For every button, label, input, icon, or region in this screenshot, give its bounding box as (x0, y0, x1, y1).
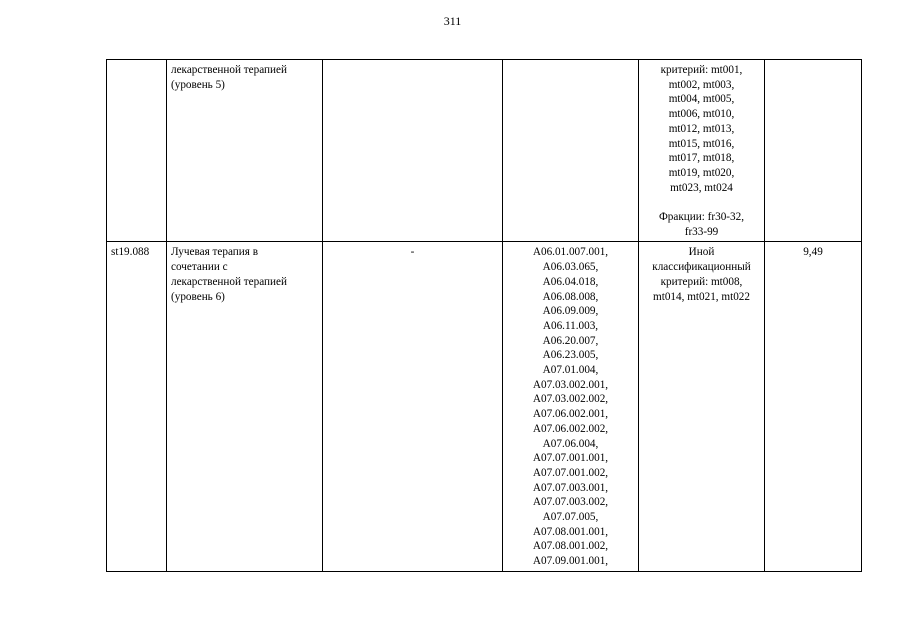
service-code: A07.08.001.002, (532, 540, 609, 553)
criteria-line: mt019, mt020, (668, 166, 735, 179)
fractions-line: Фракции: fr30-32, (658, 211, 745, 224)
service-code: A07.08.001.001, (532, 525, 609, 538)
page-number: 311 (443, 14, 462, 28)
service-code: A07.07.001.001, (532, 452, 609, 465)
name-line: (уровень 6) (171, 290, 225, 303)
cell-code (107, 60, 167, 242)
service-code: A07.09.001.001, (532, 555, 609, 568)
criteria-line: классификационный (652, 261, 751, 274)
name-line: сочетании с (171, 261, 228, 274)
cell-coefficient: 9,49 (765, 242, 862, 571)
service-code: A07.07.003.002, (532, 496, 609, 509)
cell-code: st19.088 (107, 242, 167, 571)
service-code: A07.06.004, (542, 437, 599, 450)
criteria-line: Иной (688, 246, 715, 259)
criteria-line: критерий: mt008, (660, 275, 743, 288)
service-code: A06.04.018, (542, 275, 599, 288)
criteria-line: mt017, mt018, (668, 152, 735, 165)
criteria-line: mt014, mt021, mt022 (653, 290, 750, 303)
table-row (107, 60, 862, 242)
service-code: A07.06.002.002, (532, 422, 609, 435)
table-row (107, 242, 862, 571)
service-code: A06.01.007.001, (532, 246, 609, 259)
cell-services (503, 242, 639, 571)
name-line: Лучевая терапия в (171, 246, 259, 259)
name-line: лекарственной терапией (171, 64, 287, 76)
name-line: (уровень 5) (171, 78, 225, 91)
service-code: A07.07.003.001, (532, 481, 609, 494)
service-code: A07.06.002.001, (532, 408, 609, 421)
service-code: A06.23.005, (542, 349, 599, 362)
tariff-table (106, 59, 862, 572)
criteria-line: критерий: mt001, (660, 64, 743, 76)
service-code: A07.07.001.002, (532, 466, 609, 479)
cell-coefficient (765, 60, 862, 242)
name-line: лекарственной терапией (171, 275, 287, 288)
service-code: A06.03.065, (542, 261, 599, 274)
cell-name (167, 60, 323, 242)
criteria-line: mt006, mt010, (668, 108, 735, 121)
criteria-line: mt012, mt013, (668, 122, 735, 135)
criteria-line: mt002, mt003, (668, 78, 735, 91)
cell-criteria (639, 60, 765, 242)
service-code: A06.08.008, (542, 290, 599, 303)
service-code: A06.20.007, (542, 334, 599, 347)
criteria-line: mt015, mt016, (668, 137, 735, 150)
service-code: A07.03.002.002, (532, 393, 609, 406)
cell-name (167, 242, 323, 571)
criteria-line: mt004, mt005, (668, 93, 735, 106)
cell-diagnoses (323, 60, 503, 242)
fractions-line: fr33-99 (684, 225, 719, 238)
criteria-spacer (643, 195, 760, 210)
service-code: A07.03.002.001, (532, 378, 609, 391)
cell-diagnoses: - (323, 242, 503, 571)
criteria-line: mt023, mt024 (670, 181, 733, 194)
service-code: A06.11.003, (542, 319, 599, 332)
service-code: A07.01.004, (542, 364, 599, 377)
cell-services (503, 60, 639, 242)
service-code: A07.07.005, (542, 511, 599, 524)
cell-criteria (639, 242, 765, 571)
service-code: A06.09.009, (542, 305, 599, 318)
